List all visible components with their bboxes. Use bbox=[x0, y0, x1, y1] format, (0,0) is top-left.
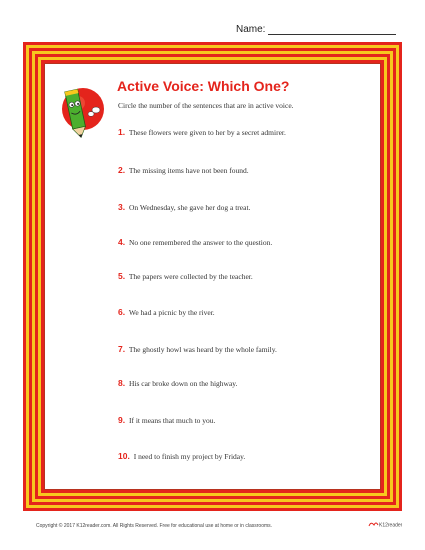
question-text: On Wednesday, she gave her dog a treat. bbox=[128, 203, 251, 212]
question-number[interactable]: 10. bbox=[118, 451, 130, 461]
question-number[interactable]: 6. bbox=[118, 307, 126, 317]
name-blank-line[interactable] bbox=[268, 25, 396, 35]
question-item[interactable] bbox=[118, 165, 249, 175]
name-label: Name: bbox=[236, 24, 266, 35]
question-text: The papers were collected by the teacher. bbox=[128, 272, 253, 281]
question-item[interactable] bbox=[118, 202, 250, 212]
question-text: The ghostly howl was heard by the whole family. bbox=[128, 345, 277, 354]
question-number[interactable]: 3. bbox=[118, 202, 126, 212]
question-number[interactable]: 2. bbox=[118, 165, 126, 175]
question-text: His car broke down on the highway. bbox=[128, 379, 238, 388]
worksheet-title: Active Voice: Which One? bbox=[117, 78, 290, 94]
instructions-text: Circle the number of the sentences that are in active voice. bbox=[118, 101, 294, 110]
name-field[interactable] bbox=[236, 24, 396, 35]
question-item[interactable] bbox=[118, 307, 215, 317]
question-item[interactable] bbox=[118, 271, 253, 281]
question-item[interactable] bbox=[118, 344, 277, 354]
question-item[interactable] bbox=[118, 415, 215, 425]
question-number[interactable]: 8. bbox=[118, 378, 126, 388]
question-number[interactable]: 5. bbox=[118, 271, 126, 281]
question-number[interactable]: 9. bbox=[118, 415, 126, 425]
question-text: No one remembered the answer to the question. bbox=[128, 238, 273, 247]
question-item[interactable] bbox=[118, 451, 245, 461]
question-text: These flowers were given to her by a secret admirer. bbox=[128, 128, 286, 137]
question-item[interactable] bbox=[118, 378, 237, 388]
question-item[interactable] bbox=[118, 127, 286, 137]
pencil-mascot-icon bbox=[56, 76, 106, 142]
question-number[interactable]: 4. bbox=[118, 237, 126, 247]
copyright-footer: Copyright © 2017 K12reader.com. All Rights Reserved. Free for educational use at home or in classrooms. bbox=[36, 523, 273, 529]
question-text: The missing items have not been found. bbox=[128, 166, 249, 175]
question-text: We had a picnic by the river. bbox=[128, 308, 215, 317]
question-text: I need to finish my project by Friday. bbox=[133, 452, 246, 461]
k12reader-logo bbox=[368, 519, 402, 529]
question-number[interactable]: 7. bbox=[118, 344, 126, 354]
question-number[interactable]: 1. bbox=[118, 127, 126, 137]
question-item[interactable] bbox=[118, 237, 272, 247]
question-text: If it means that much to you. bbox=[128, 416, 216, 425]
brand-name: K12reader bbox=[379, 522, 402, 529]
